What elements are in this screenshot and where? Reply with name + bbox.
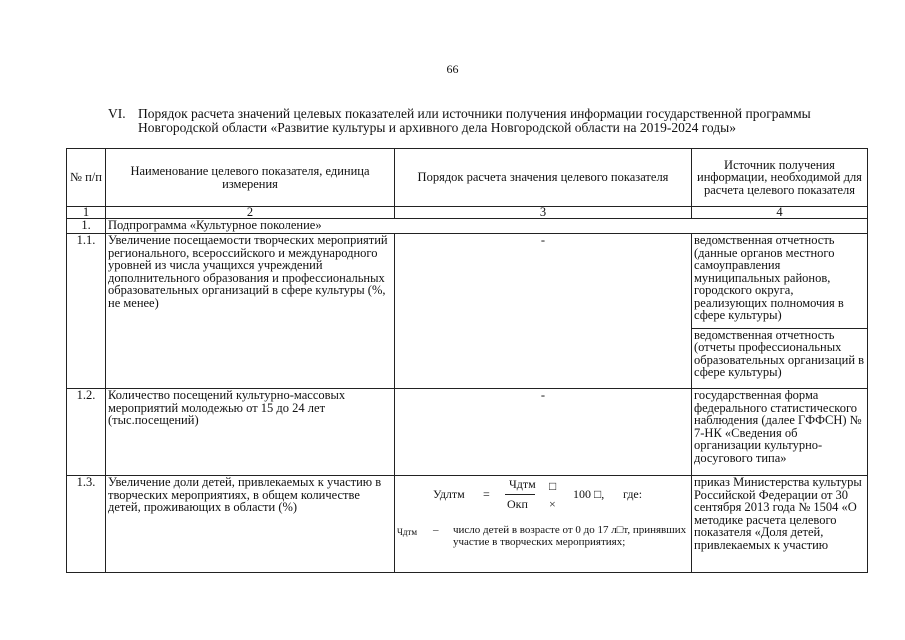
indicator-name: Количество посещений культурно-массовых мероприятий молодежью от 15 до 24 лет (тыс.посещений)	[106, 389, 395, 476]
header-source: Источник получения информации, необходимой для расчета целевого показателя	[692, 149, 868, 207]
formula-numerator: Чдтм	[509, 477, 536, 491]
subprogram-row	[67, 219, 868, 234]
table-row	[67, 389, 868, 476]
info-source: ведомственная отчетность (данные органов местного самоуправления муниципальных районов, городского округа, реализующих полномочия в сфере культуры)	[694, 233, 844, 322]
row-number: 1.3.	[67, 476, 106, 573]
formula-definition	[397, 524, 689, 548]
column-number: 3	[395, 207, 692, 219]
calculation-method	[395, 476, 692, 573]
row-number: 1.2.	[67, 389, 106, 476]
header-num: № п/п	[67, 149, 106, 207]
calculation-method: -	[395, 389, 692, 476]
info-source-cell	[692, 234, 868, 389]
subprogram-number: 1.	[67, 219, 106, 234]
formula-equals: =	[483, 487, 490, 501]
definition-symbol: Чдтм	[397, 527, 418, 537]
table-row	[67, 476, 868, 573]
column-number-row	[67, 207, 868, 219]
section-number: VI.	[108, 106, 126, 121]
formula-box: □	[549, 479, 557, 493]
page-number: 66	[446, 62, 459, 76]
table-row	[67, 234, 868, 389]
row-number: 1.1.	[67, 234, 106, 389]
formula-hundred: 100 □,	[573, 487, 605, 501]
subprogram-title: Подпрограмма «Культурное поколение»	[106, 219, 868, 234]
column-number: 1	[67, 207, 106, 219]
definition-dash: –	[433, 524, 439, 536]
formula-lhs: Удлтм	[433, 487, 465, 501]
info-source: ведомственная отчетность (отчеты профессиональных образовательных организаций в сфере культуры)	[692, 328, 867, 379]
section-title-line-2: Новгородской области «Развитие культуры и архивного дела Новгородской области на 2019-2024 годы»	[138, 120, 736, 135]
table-header-row	[67, 149, 868, 207]
formula	[397, 476, 689, 520]
column-number: 4	[692, 207, 868, 219]
indicator-name: Увеличение посещаемости творческих мероприятий регионального, всероссийского и международного уровней из числа учащихся учреждений дополнительного образования и профессиональных образовательных организаций в сфере культуры (%, не менее)	[106, 234, 395, 389]
fraction-line	[505, 494, 535, 495]
indicator-name: Увеличение доли детей, привлекаемых к участию в творческих мероприятиях, в общем количестве детей, проживающих в области (%)	[106, 476, 395, 573]
info-source: государственная форма федерального статистического наблюдения (далее ГФФСН) № 7-НК «Сведения об организации культурно-досугового типа»	[692, 389, 868, 476]
header-method: Порядок расчета значения целевого показателя	[395, 149, 692, 207]
header-name: Наименование целевого показателя, единица измерения	[106, 149, 395, 207]
formula-where: где:	[623, 487, 643, 501]
column-number: 2	[106, 207, 395, 219]
formula-denominator: Окп	[507, 497, 528, 511]
info-source: приказ Министерства культуры Российской Федерации от 30 сентября 2013 года № 1504 «О методике расчета целевого показателя «Доля детей, привлекаемых к участию	[692, 476, 868, 573]
indicators-table	[66, 148, 868, 573]
section-title-line-1: Порядок расчета значений целевых показателей или источники получения информации государственной программы	[138, 106, 811, 121]
formula-times: ×	[549, 497, 556, 511]
definition-text: число детей в возрасте от 0 до 17 л□т, принявших участие в творческих мероприятиях;	[453, 524, 687, 548]
section-title	[108, 107, 868, 135]
calculation-method: -	[395, 234, 692, 389]
